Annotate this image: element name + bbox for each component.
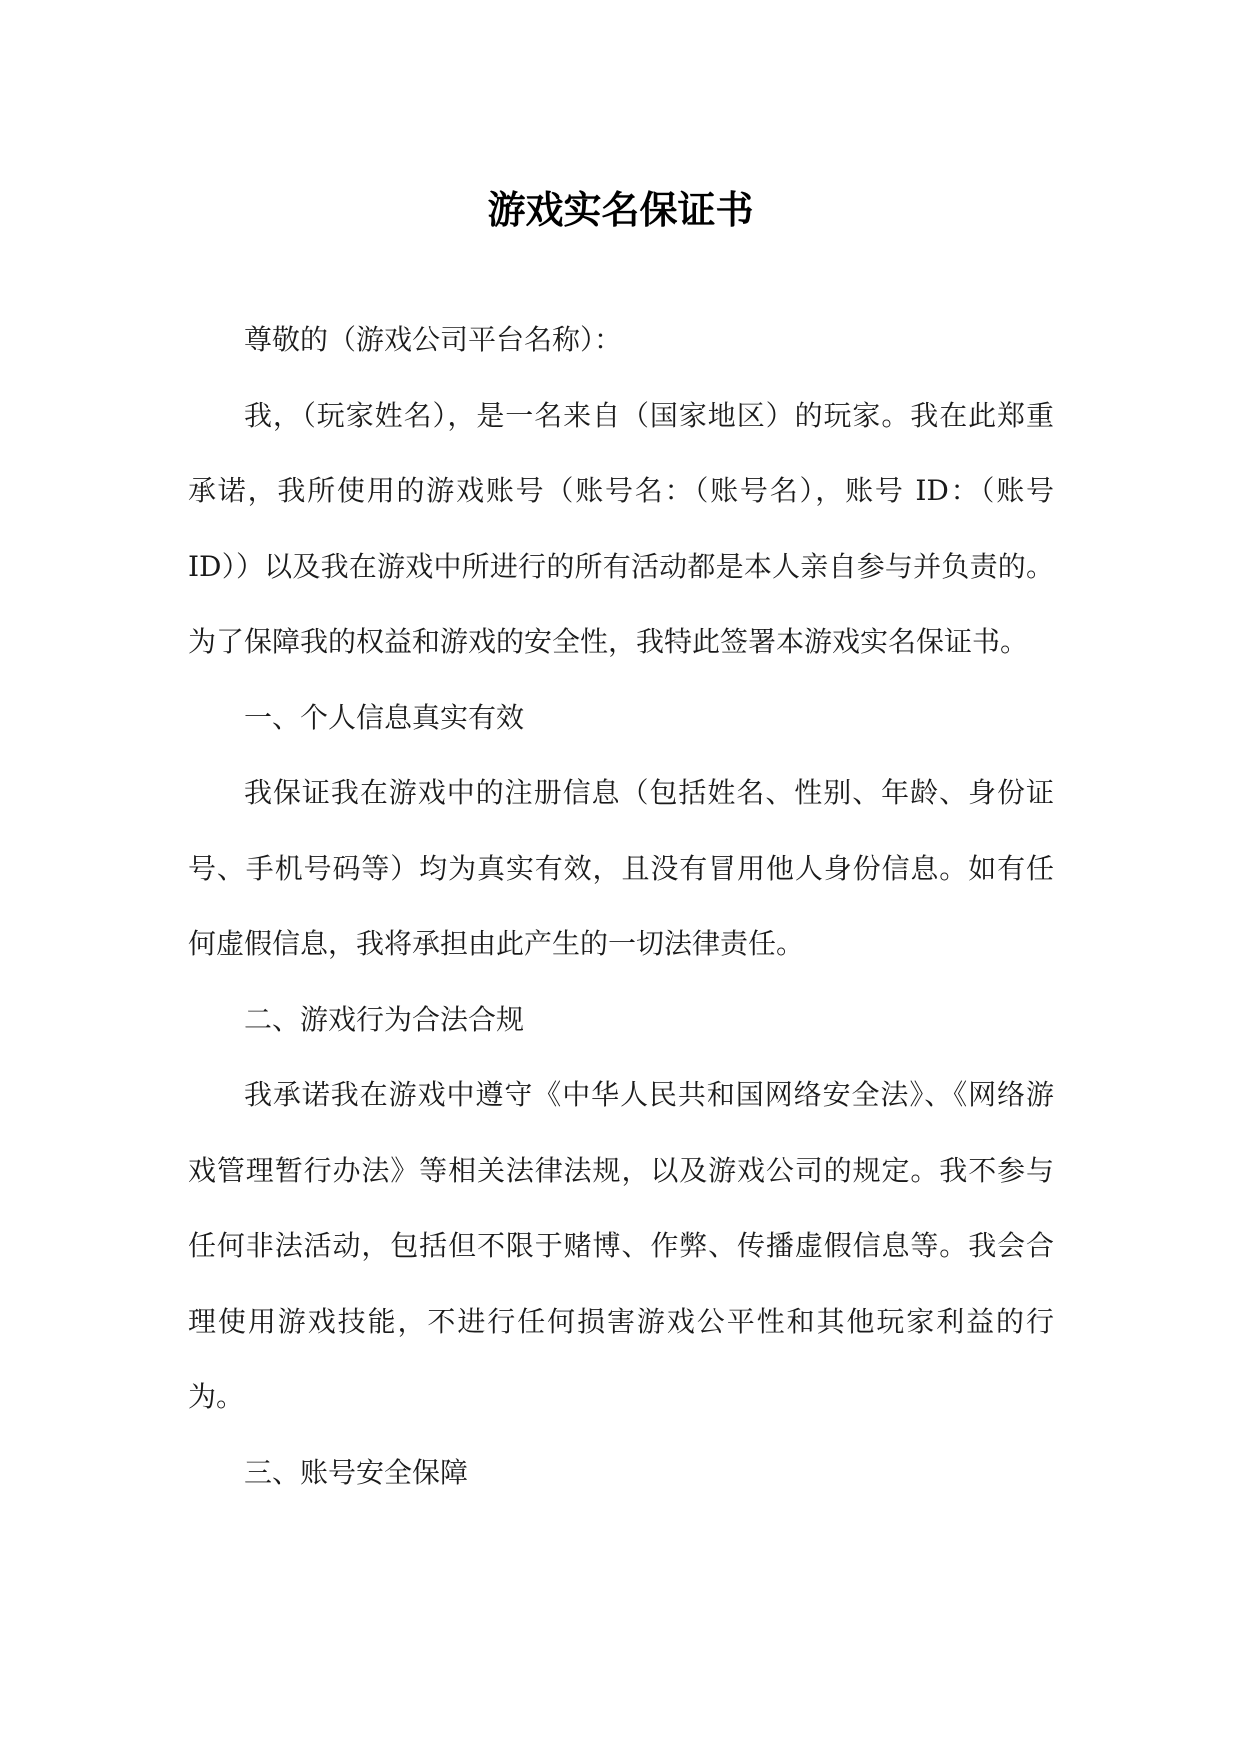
intro-paragraph: 我，（玩家姓名），是一名来自（国家地区）的玩家。我在此郑重承诺，我所使用的游戏账号（账号名：（账号名），账号 ID：（账号 ID））以及我在游戏中所进行的所有活动都是本人亲自参与并负责的。为了保障我的权益和游戏的安全性，我特此签署本游戏实名保证书。 — [188, 398, 1054, 658]
section-paragraph-1: 我保证我在游戏中的注册信息（包括姓名、性别、年龄、身份证号、手机号码等）均为真实有效，且没有冒用他人身份信息。如有任何虚假信息，我将承担由此产生的一切法律责任。 — [188, 776, 1054, 960]
document-body — [188, 302, 1054, 1510]
section-heading-1: 一、个人信息真实有效 — [244, 700, 525, 734]
section-paragraph-2: 我承诺我在游戏中遵守《中华人民共和国网络安全法》、《网络游戏管理暂行办法》等相关法律法规，以及游戏公司的规定。我不参与任何非法活动，包括但不限于赌博、作弊、传播虚假信息等。我会合理使用游戏技能，不进行任何损害游戏公平性和其他玩家利益的行为。 — [188, 1078, 1054, 1413]
salutation: 尊敬的（游戏公司平台名称）： — [244, 323, 623, 356]
section-heading-3: 三、账号安全保障 — [244, 1455, 469, 1489]
document-title: 游戏实名保证书 — [487, 187, 754, 232]
section-heading-2: 二、游戏行为合法合规 — [244, 1002, 525, 1036]
